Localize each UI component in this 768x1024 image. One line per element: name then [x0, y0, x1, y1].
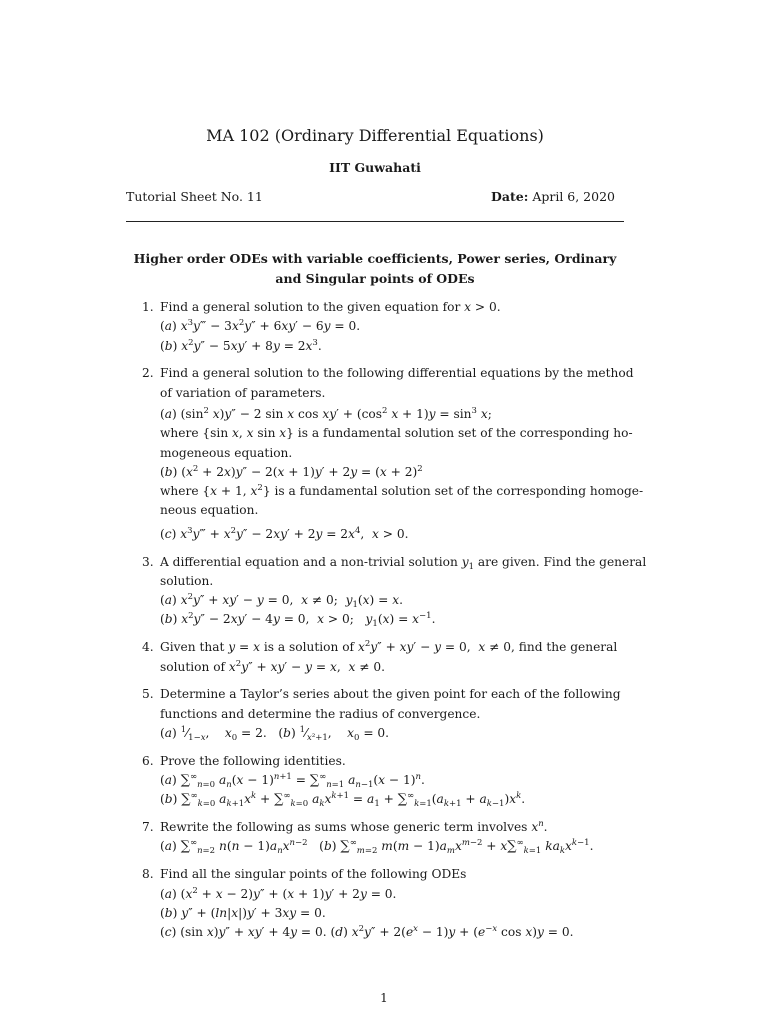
- problem-line: Find all the singular points of the following ODEs: [160, 867, 467, 882]
- problem-line: (b) $x^2y'' - 2xy' - 4y = 0$, x > 0; $y_1(x) = x^{-1}$.: [160, 611, 436, 630]
- sheet-meta: [126, 189, 624, 204]
- problem-line: solution.: [160, 573, 214, 588]
- problem-line: (a) $x^3y‴ - 3x^2y'' + 6xy' - 6y = 0$.: [160, 318, 361, 334]
- problem-number: 1.: [142, 300, 154, 314]
- problem-item: [126, 364, 644, 544]
- problem-number: 6.: [142, 753, 154, 768]
- problem-line: Rewrite the following as sums whose generic term involves $x^n$.: [160, 819, 548, 835]
- problem-item: [126, 553, 647, 630]
- problem-number: 2.: [142, 366, 154, 381]
- problem-line: (b) $\sum^\infty_{k=0}$ $a_{k+1}x^k + \sum^\infty_{k=0}$ $a_kx^{k+1} = a_1 + \sum^\infty_{k=1}(a_{k+1} + a_{k-1})x^k$.: [160, 791, 526, 810]
- problem-line: solution of $x^2y'' + xy' - y = x$, x ≠ 0.: [160, 658, 385, 674]
- problem-line: (a) $x^2y'' + xy' - y = 0$, x ≠ 0; $y_1(x) = x$.: [160, 592, 403, 611]
- problem-line: A differential equation and a non-trivial solution $y_1$ are given. Find the general: [160, 554, 647, 572]
- course-title: MA 102 (Ordinary Differential Equations): [206, 126, 544, 145]
- problem-line: (a) $^1⁄_{1-x}$, $x_0 = 2$. (b) $^1⁄_{x^2+1}$, $x_0 = 0$.: [160, 724, 390, 743]
- problem-line: (a) $(x^2 + x - 2)y'' + (x + 1)y' + 2y = 0$.: [160, 885, 397, 901]
- problem-line: (a) $\sum^\infty_{n=2}$ $n(n - 1)a_nx^{n-2}$ (b) $\sum^\infty_{m=2}$ $m(m - 1)a_mx^{m-2} + x\sum^\infty_{k=1}$ $ka_kx^{k-1}$.: [160, 838, 594, 857]
- topic-line: and Singular points of ODEs: [275, 271, 475, 286]
- problem-line: of variation of parameters.: [160, 385, 326, 400]
- date: [491, 189, 615, 204]
- problem-line: Given that y = x is a solution of $x^2y'' + xy' - y = 0$, x ≠ 0, find the general: [160, 639, 618, 655]
- problem-line: (c) $x^3y‴ + x^2y'' - 2xy' + 2y = 2x^4$, x > 0.: [160, 525, 409, 541]
- problem-line: where {sin x, x sin x} is a fundamental solution set of the corresponding ho-: [160, 426, 633, 441]
- problem-number: 4.: [142, 640, 154, 655]
- problem-line: (b) $(x^2 + 2x)y'' - 2(x + 1)y' + 2y = (x + 2)^2$: [160, 463, 423, 479]
- problem-line: where {x + 1, $x^2$} is a fundamental solution set of the corresponding homoge-: [160, 483, 644, 499]
- divider: [126, 221, 624, 222]
- topic-heading: [126, 249, 624, 289]
- sheet-number: Tutorial Sheet No. 11: [126, 189, 263, 204]
- problem-line: mogeneous equation.: [160, 445, 293, 460]
- problem-line: (a) $\sum^\infty_{n=0}$ $a_n(x - 1)^{n+1} = \sum^\infty_{n=1}$ $a_{n-1}(x - 1)^n$.: [160, 772, 425, 791]
- problem-item: [126, 298, 624, 356]
- problem-line: (a) ($\sin^2$ x)y″ − 2 sin x $\cos xy' + (\cos^2$ $x + 1)y = \sin^3 x$;: [160, 405, 492, 421]
- problem-line: Find a general solution to the following differential equations by the method: [160, 366, 634, 381]
- problem-number: 5.: [142, 687, 154, 702]
- problem-item: [126, 752, 624, 810]
- problem-line: (b) y″ + (ln|x|)y′ + 3xy = 0.: [160, 905, 326, 920]
- problem-list: [126, 298, 647, 951]
- problem-item: [126, 685, 624, 743]
- problem-line: (b) $x^2y'' - 5xy' + 8y = 2x^3$.: [160, 337, 322, 353]
- problem-item: [126, 865, 624, 942]
- date-value: April 6, 2020: [532, 189, 615, 204]
- problem-line: functions and determine the radius of convergence.: [160, 706, 481, 721]
- problem-line: neous equation.: [160, 503, 259, 518]
- problem-line: Find a general solution to the given equation for x > 0.: [160, 300, 501, 314]
- problem-number: 7.: [142, 820, 154, 835]
- problem-line: (c) (sin x)y″ + xy′ + 4y = 0. (d) $x^2y'' + 2(e^x - 1)y + (e^{-x}$ cos x)y = 0.: [160, 924, 574, 940]
- date-label: Date:: [491, 189, 529, 204]
- problem-item: [126, 818, 624, 857]
- topic-line: Higher order ODEs with variable coefficients, Power series, Ordinary: [133, 251, 617, 266]
- problem-line: Determine a Taylor’s series about the given point for each of the following: [160, 687, 621, 702]
- problem-number: 3.: [142, 554, 154, 569]
- institute-name: IIT Guwahati: [329, 160, 421, 175]
- problem-item: [126, 638, 624, 677]
- problem-line: Prove the following identities.: [160, 753, 346, 768]
- page-number: 1: [380, 991, 388, 1005]
- problem-number: 8.: [142, 867, 154, 882]
